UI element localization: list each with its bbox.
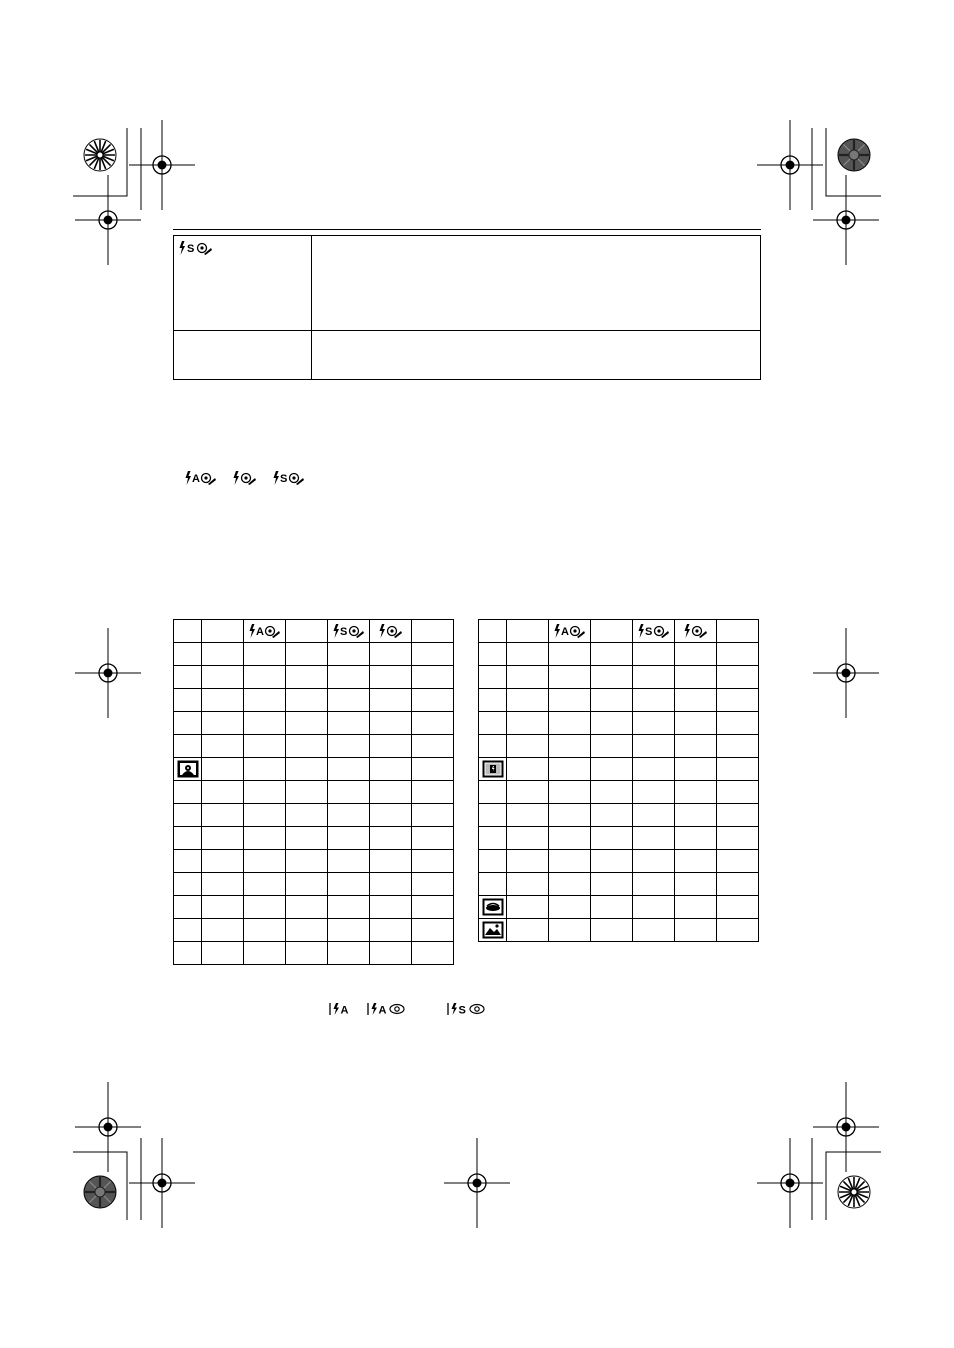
table-cell bbox=[202, 689, 244, 712]
table-cell bbox=[717, 620, 759, 643]
table-cell bbox=[479, 712, 507, 735]
table-cell bbox=[717, 827, 759, 850]
table-cell bbox=[202, 804, 244, 827]
table-cell bbox=[717, 896, 759, 919]
table-cell bbox=[675, 689, 717, 712]
table-row bbox=[174, 850, 454, 873]
table-cell bbox=[370, 942, 412, 965]
table-cell bbox=[479, 873, 507, 896]
table-cell bbox=[328, 942, 370, 965]
footnote-flash-slow-sync-red-eye bbox=[447, 1002, 487, 1016]
table-cell bbox=[507, 620, 549, 643]
table-row bbox=[479, 896, 759, 919]
table-cell bbox=[174, 620, 202, 643]
table-cell bbox=[328, 666, 370, 689]
description-row bbox=[174, 236, 761, 331]
table-cell bbox=[174, 781, 202, 804]
table-row bbox=[479, 712, 759, 735]
table-cell bbox=[633, 919, 675, 942]
table-cell bbox=[675, 666, 717, 689]
table-cell bbox=[328, 873, 370, 896]
table-cell bbox=[549, 896, 591, 919]
table-row bbox=[174, 873, 454, 896]
flash-slow-sync-red-eye-icon bbox=[272, 470, 306, 486]
table-cell bbox=[717, 758, 759, 781]
table-cell bbox=[717, 712, 759, 735]
table-cell bbox=[370, 850, 412, 873]
table-cell bbox=[675, 850, 717, 873]
table-row bbox=[174, 758, 454, 781]
flash-auto-red-eye-icon bbox=[248, 623, 282, 639]
table-cell bbox=[202, 620, 244, 643]
table-cell bbox=[174, 919, 202, 942]
table-cell bbox=[479, 804, 507, 827]
table-cell bbox=[549, 781, 591, 804]
table-cell bbox=[412, 689, 454, 712]
table-row bbox=[174, 781, 454, 804]
table-cell bbox=[370, 666, 412, 689]
table-cell bbox=[479, 689, 507, 712]
table-row bbox=[479, 919, 759, 942]
table-cell bbox=[633, 873, 675, 896]
table-cell bbox=[633, 781, 675, 804]
table-cell bbox=[507, 919, 549, 942]
table-cell bbox=[479, 850, 507, 873]
table-cell bbox=[717, 666, 759, 689]
table-cell bbox=[675, 712, 717, 735]
table-cell bbox=[591, 804, 633, 827]
table-cell bbox=[174, 666, 202, 689]
table-row bbox=[479, 804, 759, 827]
table-cell bbox=[370, 758, 412, 781]
table-cell bbox=[549, 712, 591, 735]
table-cell bbox=[675, 643, 717, 666]
table-cell bbox=[286, 942, 328, 965]
table-cell bbox=[244, 873, 286, 896]
table-cell bbox=[286, 666, 328, 689]
svg-text:A: A bbox=[255, 626, 264, 638]
table-cell bbox=[370, 896, 412, 919]
table-cell bbox=[286, 620, 328, 643]
table-row bbox=[479, 850, 759, 873]
table-row bbox=[174, 896, 454, 919]
table-header-row bbox=[174, 620, 454, 643]
table-cell bbox=[412, 850, 454, 873]
table-cell bbox=[286, 643, 328, 666]
table-cell bbox=[244, 919, 286, 942]
table-cell bbox=[507, 666, 549, 689]
table-cell bbox=[412, 620, 454, 643]
table-cell bbox=[174, 942, 202, 965]
mode-cell bbox=[174, 236, 312, 331]
table-row bbox=[479, 758, 759, 781]
table-cell bbox=[328, 827, 370, 850]
table-cell bbox=[202, 942, 244, 965]
table-cell bbox=[202, 666, 244, 689]
table-cell bbox=[479, 735, 507, 758]
table-cell bbox=[328, 850, 370, 873]
table-cell bbox=[507, 643, 549, 666]
table-cell bbox=[633, 643, 675, 666]
table-cell bbox=[174, 689, 202, 712]
table-cell bbox=[549, 873, 591, 896]
table-cell bbox=[591, 735, 633, 758]
flash-availability-table-right bbox=[478, 619, 759, 942]
table-row bbox=[174, 827, 454, 850]
table-cell-icon bbox=[479, 919, 507, 942]
table-cell bbox=[370, 873, 412, 896]
table-cell bbox=[174, 643, 202, 666]
table-cell bbox=[328, 781, 370, 804]
flash-on-red-eye-icon bbox=[683, 623, 709, 639]
table-cell bbox=[286, 850, 328, 873]
table-cell bbox=[202, 712, 244, 735]
table-cell bbox=[717, 873, 759, 896]
header-rule bbox=[173, 229, 761, 230]
description-cell bbox=[312, 331, 761, 380]
table-cell bbox=[549, 850, 591, 873]
svg-text:A: A bbox=[560, 626, 569, 638]
table-cell bbox=[717, 850, 759, 873]
table-cell bbox=[717, 689, 759, 712]
table-row bbox=[174, 919, 454, 942]
table-cell bbox=[717, 643, 759, 666]
table-cell bbox=[244, 781, 286, 804]
table-cell bbox=[412, 896, 454, 919]
table-cell bbox=[244, 735, 286, 758]
flash-auto-red-eye-icon bbox=[367, 1002, 407, 1016]
table-cell-icon bbox=[479, 758, 507, 781]
table-cell bbox=[633, 896, 675, 919]
table-cell bbox=[412, 712, 454, 735]
table-header-row bbox=[479, 620, 759, 643]
table-cell bbox=[174, 712, 202, 735]
svg-text:S: S bbox=[187, 243, 195, 255]
table-cell bbox=[633, 712, 675, 735]
table-cell bbox=[549, 735, 591, 758]
flash-on-red-eye-icon bbox=[378, 623, 404, 639]
table-cell bbox=[507, 873, 549, 896]
table-cell bbox=[202, 735, 244, 758]
table-row bbox=[174, 643, 454, 666]
table-cell bbox=[202, 827, 244, 850]
table-cell bbox=[174, 735, 202, 758]
table-cell bbox=[412, 758, 454, 781]
svg-text:S: S bbox=[280, 473, 288, 485]
table-row bbox=[479, 827, 759, 850]
table-cell bbox=[244, 896, 286, 919]
table-cell bbox=[675, 804, 717, 827]
table-cell bbox=[633, 689, 675, 712]
table-cell bbox=[202, 919, 244, 942]
table-cell bbox=[591, 850, 633, 873]
table-cell bbox=[412, 666, 454, 689]
table-cell bbox=[370, 643, 412, 666]
table-cell bbox=[370, 712, 412, 735]
table-cell bbox=[202, 781, 244, 804]
table-cell bbox=[507, 827, 549, 850]
flash-auto-icon bbox=[329, 1002, 351, 1016]
table-cell bbox=[717, 781, 759, 804]
mode-cell bbox=[174, 331, 312, 380]
table-cell bbox=[174, 873, 202, 896]
table-cell bbox=[202, 873, 244, 896]
scene-self-portrait-icon bbox=[482, 760, 504, 778]
table-cell bbox=[633, 735, 675, 758]
footnote-flash-auto-red-eye bbox=[367, 1002, 407, 1016]
table-cell bbox=[328, 712, 370, 735]
table-cell bbox=[717, 919, 759, 942]
table-cell bbox=[244, 689, 286, 712]
table-row bbox=[479, 689, 759, 712]
table-row bbox=[174, 942, 454, 965]
table-cell bbox=[286, 712, 328, 735]
table-cell-icon bbox=[675, 620, 717, 643]
table-cell bbox=[549, 643, 591, 666]
table-cell-icon bbox=[633, 620, 675, 643]
flash-slow-sync-red-eye-icon bbox=[178, 240, 218, 256]
table-cell bbox=[174, 827, 202, 850]
flash-auto-red-eye-icon bbox=[184, 470, 218, 486]
table-cell bbox=[633, 804, 675, 827]
table-cell bbox=[549, 689, 591, 712]
table-cell bbox=[286, 758, 328, 781]
table-cell bbox=[633, 850, 675, 873]
flash-on-red-eye-icon bbox=[232, 470, 258, 486]
table-cell bbox=[479, 781, 507, 804]
table-cell bbox=[370, 735, 412, 758]
table-cell bbox=[717, 804, 759, 827]
table-row bbox=[174, 804, 454, 827]
flash-availability-table-left bbox=[173, 619, 454, 965]
table-cell bbox=[479, 666, 507, 689]
table-cell bbox=[412, 919, 454, 942]
svg-text:S: S bbox=[339, 626, 347, 638]
table-cell bbox=[591, 873, 633, 896]
table-cell bbox=[328, 896, 370, 919]
table-cell bbox=[675, 758, 717, 781]
table-cell bbox=[202, 643, 244, 666]
table-cell bbox=[286, 781, 328, 804]
table-cell bbox=[591, 827, 633, 850]
table-cell bbox=[286, 873, 328, 896]
table-cell bbox=[549, 827, 591, 850]
table-cell-icon bbox=[370, 620, 412, 643]
table-cell bbox=[286, 689, 328, 712]
table-cell bbox=[549, 919, 591, 942]
table-cell bbox=[591, 781, 633, 804]
table-cell bbox=[633, 758, 675, 781]
table-cell bbox=[370, 919, 412, 942]
table-cell-icon bbox=[174, 758, 202, 781]
table-cell bbox=[412, 804, 454, 827]
table-cell bbox=[507, 712, 549, 735]
table-cell-icon bbox=[244, 620, 286, 643]
flash-auto-red-eye-icon bbox=[553, 623, 587, 639]
table-cell bbox=[202, 758, 244, 781]
table-cell bbox=[286, 896, 328, 919]
table-cell bbox=[412, 643, 454, 666]
scene-portrait-icon bbox=[177, 760, 199, 778]
table-cell bbox=[675, 781, 717, 804]
table-cell bbox=[549, 758, 591, 781]
table-row bbox=[479, 873, 759, 896]
table-cell bbox=[202, 896, 244, 919]
table-cell bbox=[591, 919, 633, 942]
flash-slow-sync-red-eye-icon bbox=[447, 1002, 487, 1016]
table-cell bbox=[675, 735, 717, 758]
table-cell bbox=[591, 620, 633, 643]
table-cell bbox=[412, 827, 454, 850]
table-row bbox=[174, 689, 454, 712]
table-cell-icon bbox=[549, 620, 591, 643]
table-cell bbox=[591, 896, 633, 919]
table-cell bbox=[286, 735, 328, 758]
table-cell bbox=[507, 758, 549, 781]
table-cell bbox=[675, 827, 717, 850]
table-cell bbox=[507, 781, 549, 804]
table-cell bbox=[174, 896, 202, 919]
table-cell bbox=[412, 735, 454, 758]
table-cell bbox=[675, 873, 717, 896]
svg-text:A: A bbox=[378, 1004, 387, 1016]
table-cell bbox=[507, 804, 549, 827]
table-cell bbox=[244, 643, 286, 666]
table-cell bbox=[591, 712, 633, 735]
table-cell bbox=[507, 689, 549, 712]
table-cell bbox=[286, 804, 328, 827]
table-cell bbox=[591, 666, 633, 689]
flash-slow-sync-red-eye-icon bbox=[637, 623, 671, 639]
table-cell bbox=[244, 850, 286, 873]
table-row bbox=[479, 666, 759, 689]
description-cell bbox=[312, 236, 761, 331]
table-cell bbox=[202, 850, 244, 873]
table-cell bbox=[244, 758, 286, 781]
table-cell bbox=[412, 781, 454, 804]
svg-text:A: A bbox=[192, 473, 200, 485]
flash-slow-sync-red-eye-icon bbox=[332, 623, 366, 639]
svg-text:A: A bbox=[340, 1004, 349, 1016]
table-cell bbox=[479, 827, 507, 850]
table-cell bbox=[633, 666, 675, 689]
table-cell bbox=[370, 827, 412, 850]
table-cell bbox=[328, 689, 370, 712]
table-cell bbox=[370, 781, 412, 804]
table-cell bbox=[412, 873, 454, 896]
scene-landscape-icon bbox=[482, 921, 504, 939]
table-row bbox=[174, 666, 454, 689]
table-cell bbox=[244, 827, 286, 850]
table-cell bbox=[370, 804, 412, 827]
table-cell bbox=[174, 804, 202, 827]
table-cell bbox=[549, 804, 591, 827]
footnote-flash-auto bbox=[329, 1002, 351, 1016]
table-cell bbox=[507, 735, 549, 758]
table-cell bbox=[328, 919, 370, 942]
table-cell-icon bbox=[328, 620, 370, 643]
table-cell bbox=[675, 919, 717, 942]
table-cell bbox=[244, 804, 286, 827]
table-cell bbox=[286, 919, 328, 942]
table-cell bbox=[286, 827, 328, 850]
table-cell bbox=[244, 942, 286, 965]
table-cell bbox=[591, 689, 633, 712]
flash-description-table bbox=[173, 235, 761, 380]
table-cell bbox=[479, 643, 507, 666]
table-row bbox=[174, 735, 454, 758]
table-row bbox=[479, 781, 759, 804]
svg-text:S: S bbox=[458, 1004, 466, 1016]
scene-food-icon bbox=[482, 898, 504, 916]
table-cell bbox=[244, 712, 286, 735]
table-cell bbox=[633, 827, 675, 850]
table-cell bbox=[328, 804, 370, 827]
table-row bbox=[479, 735, 759, 758]
table-cell bbox=[507, 850, 549, 873]
table-cell bbox=[549, 666, 591, 689]
table-row bbox=[479, 643, 759, 666]
table-cell bbox=[412, 942, 454, 965]
table-cell bbox=[675, 896, 717, 919]
table-cell bbox=[717, 735, 759, 758]
description-row bbox=[174, 331, 761, 380]
table-cell bbox=[591, 758, 633, 781]
table-cell bbox=[244, 666, 286, 689]
table-cell bbox=[328, 758, 370, 781]
table-cell bbox=[328, 643, 370, 666]
table-cell bbox=[591, 643, 633, 666]
table-cell bbox=[370, 689, 412, 712]
svg-text:S: S bbox=[644, 626, 652, 638]
table-row bbox=[174, 712, 454, 735]
table-cell bbox=[174, 850, 202, 873]
table-cell bbox=[328, 735, 370, 758]
table-cell bbox=[479, 620, 507, 643]
table-cell bbox=[507, 896, 549, 919]
table-cell-icon bbox=[479, 896, 507, 919]
flash-mode-icons bbox=[184, 470, 306, 486]
